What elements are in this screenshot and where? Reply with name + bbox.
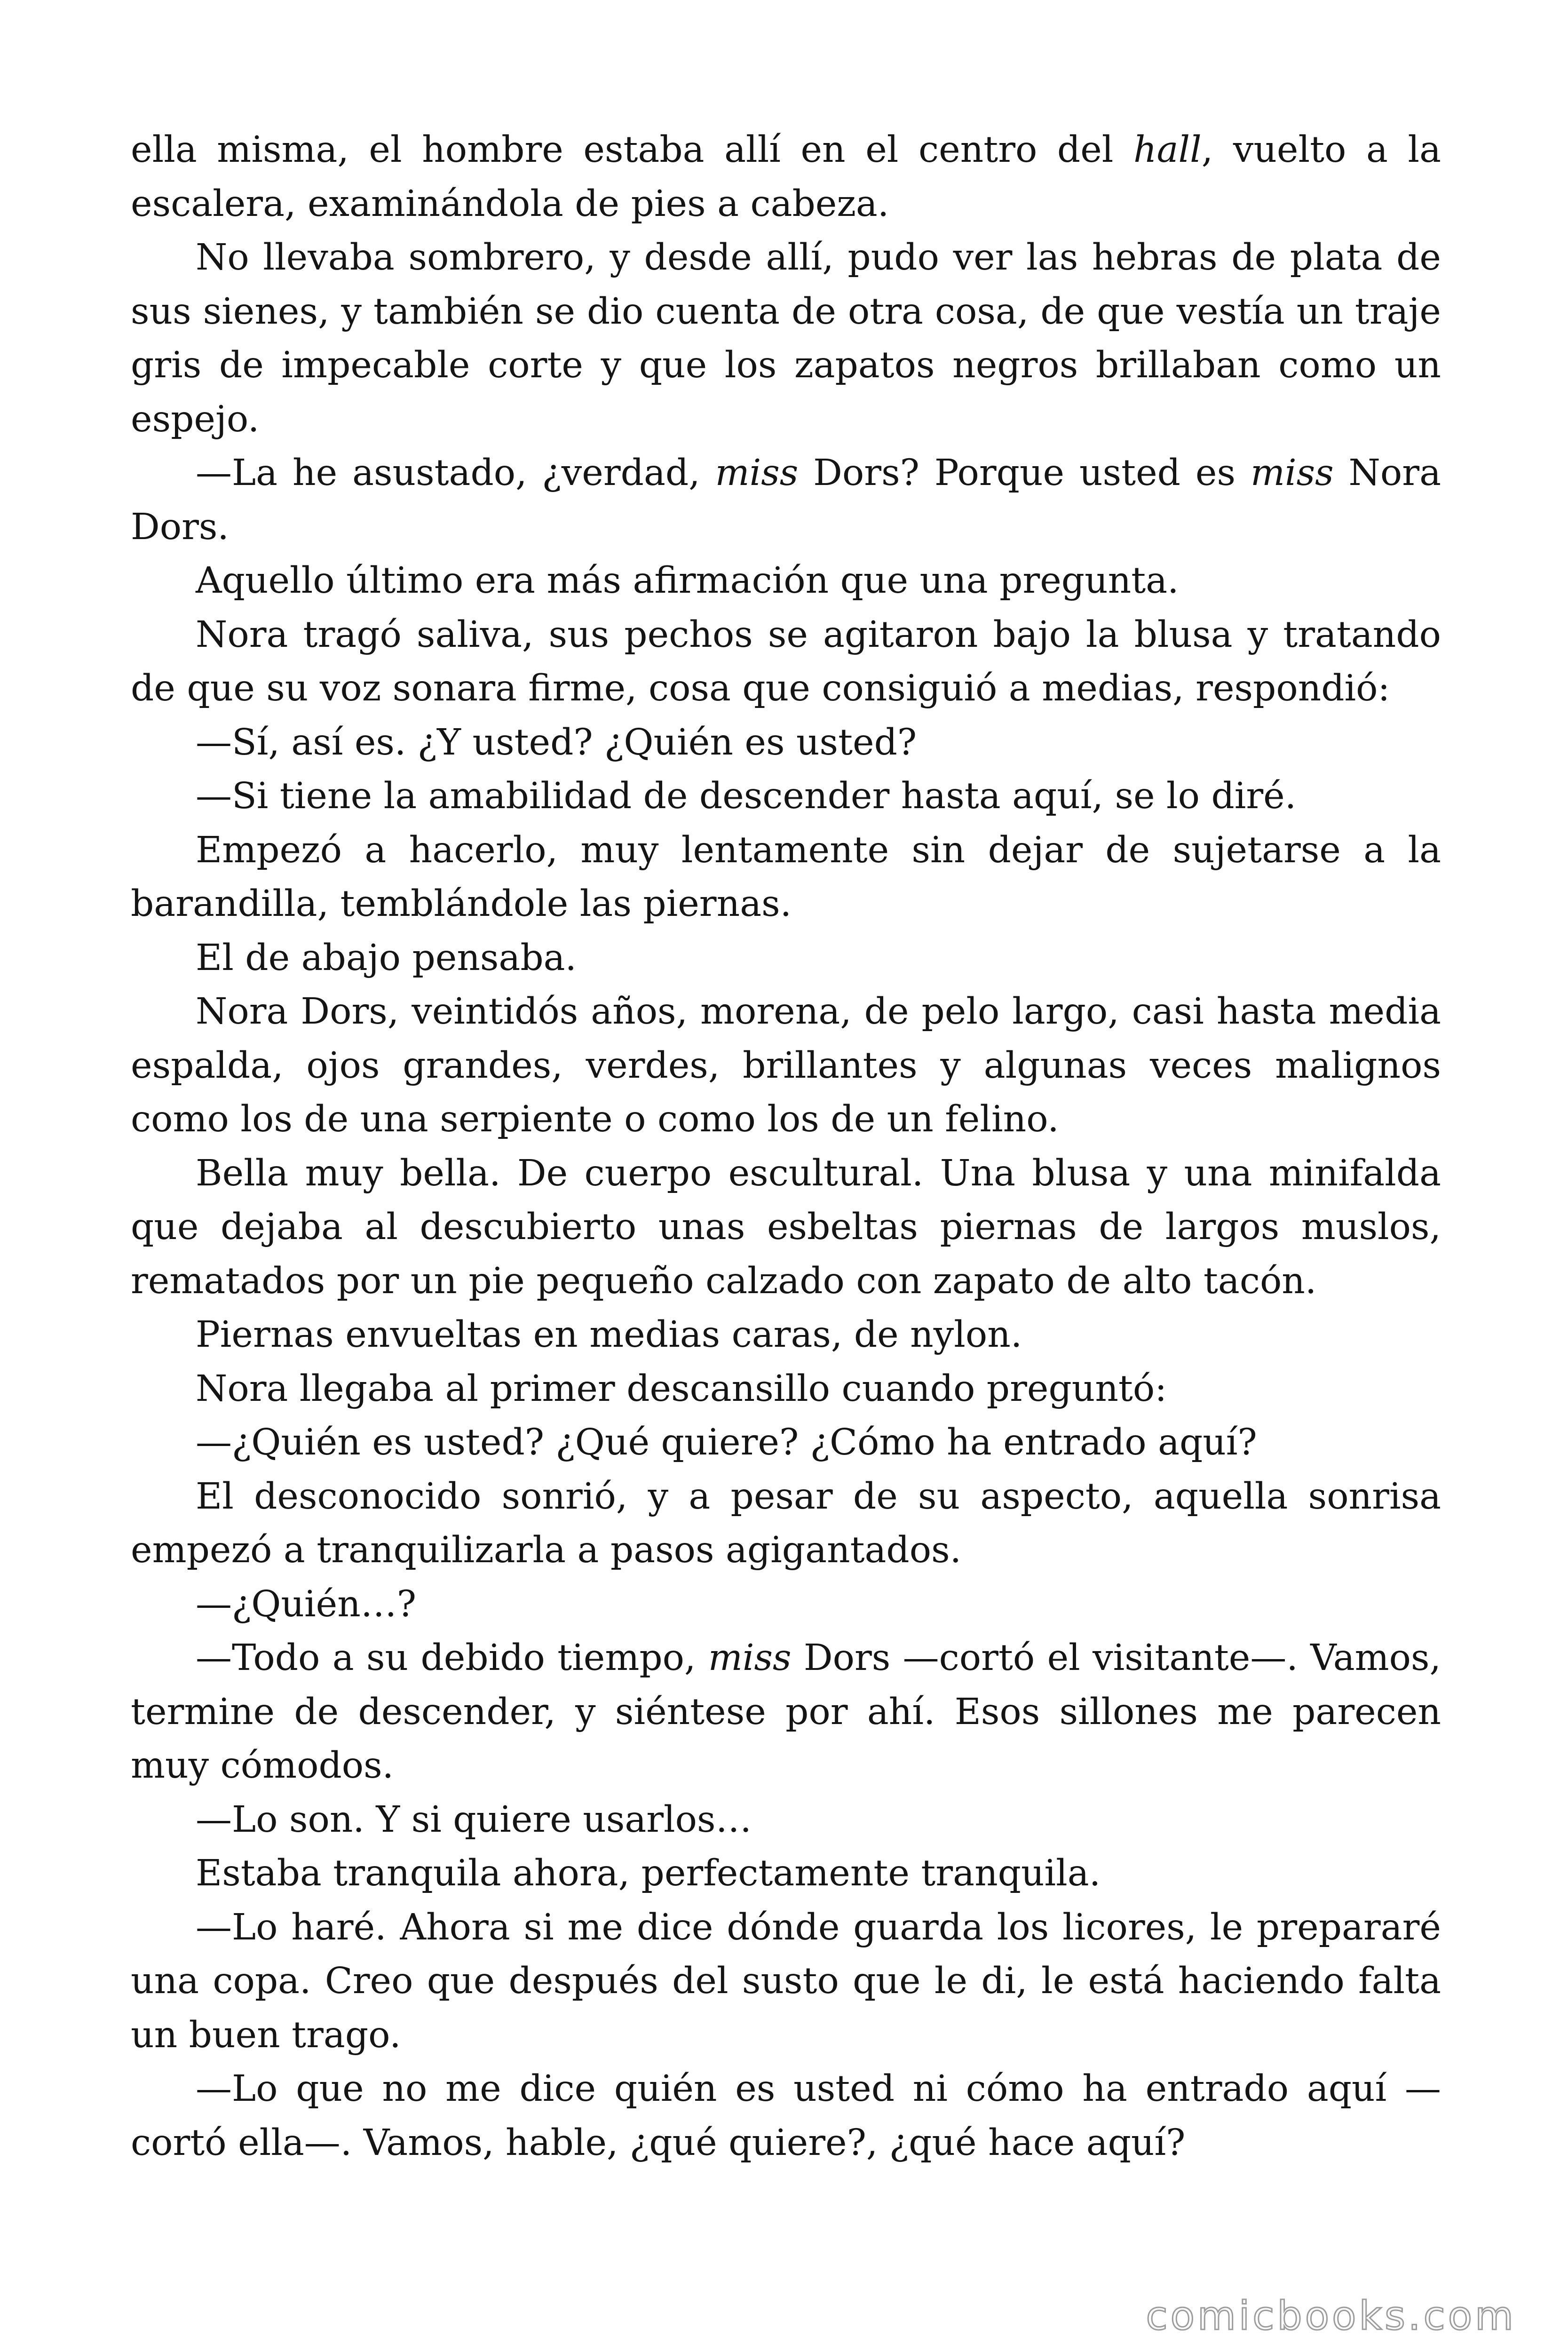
text-run: Piernas envueltas en medias caras, de nylon. — [196, 1314, 1022, 1356]
text-run: Nora llegaba al primer descansillo cuando preguntó: — [196, 1367, 1167, 1410]
paragraph — [131, 931, 1441, 985]
text-run: —Lo que no me dice quién es usted ni cómo ha entrado aquí —cortó ella—. Vamos, hable, ¿qué quiere?, ¿qué hace aquí? — [131, 2068, 1441, 2164]
text-run: El desconocido sonrió, y a pesar de su aspecto, aquella sonrisa empezó a tranquilizarla a pasos agigantados. — [131, 1475, 1441, 1571]
paragraph — [131, 1901, 1441, 2063]
paragraph — [131, 231, 1441, 446]
text-run: —Si tiene la amabilidad de descender hasta aquí, se lo diré. — [196, 775, 1297, 817]
text-run: —Lo haré. Ahora si me dice dónde guarda los licores, le prepararé una copa. Creo que después del susto que le di, le está haciendo falta un buen trago. — [131, 1906, 1441, 2056]
text-run: , vuelto a la escalera, examinándola de pies a cabeza. — [131, 129, 1441, 225]
text-run: Nora tragó saliva, sus pechos se agitaron bajo la blusa y tratando de que su voz sonara firme, cosa que consiguió a medias, respondió: — [131, 613, 1441, 709]
text-run: —Todo a su debido tiempo, — [196, 1637, 708, 1679]
paragraph — [131, 1847, 1441, 1901]
text-run: Bella muy bella. De cuerpo escultural. Una blusa y una minifalda que dejaba al descubierto unas esbeltas piernas de largos muslos, rematados por un pie pequeño calzado con zapato de alto tacón. — [131, 1152, 1441, 1302]
paragraph — [131, 716, 1441, 770]
paragraph — [131, 554, 1441, 608]
text-run: Estaba tranquila ahora, perfectamente tranquila. — [196, 1852, 1101, 1894]
text-run: Dors? Porque usted es — [798, 452, 1251, 494]
text-run: ella misma, el hombre estaba allí en el centro del — [131, 129, 1133, 171]
paragraph — [131, 1793, 1441, 1847]
text-run: Dors —cortó el visitante—. Vamos, termine de descender, y siéntese por ahí. Esos sillones me parecen muy cómodos. — [131, 1637, 1441, 1787]
text-run: El de abajo pensaba. — [196, 937, 577, 979]
watermark: comicbooks.com — [1146, 2293, 1516, 2339]
paragraph — [131, 1470, 1441, 1578]
paragraph — [131, 123, 1441, 231]
paragraph — [131, 1631, 1441, 1793]
paragraph — [131, 770, 1441, 824]
paragraph — [131, 985, 1441, 1147]
italic-run: miss — [1250, 452, 1334, 494]
paragraph — [131, 1147, 1441, 1309]
paragraph — [131, 1578, 1441, 1632]
paragraph — [131, 1308, 1441, 1362]
paragraph — [131, 608, 1441, 716]
body-text — [131, 123, 1441, 2170]
text-run: —La he asustado, ¿verdad, — [196, 452, 715, 494]
text-run: —¿Quién es usted? ¿Qué quiere? ¿Cómo ha entrado aquí? — [196, 1422, 1257, 1463]
text-run: —Lo son. Y si quiere usarlos… — [196, 1798, 752, 1841]
paragraph — [131, 446, 1441, 554]
text-run: —Sí, así es. ¿Y usted? ¿Quién es usted? — [196, 721, 917, 763]
text-run: Aquello último era más afirmación que una pregunta. — [196, 560, 1179, 602]
text-run: Nora Dors, veintidós años, morena, de pelo largo, casi hasta media espalda, ojos grandes, verdes, brillantes y algunas veces malignos como los de una serpiente o como los de un felino. — [131, 991, 1441, 1140]
italic-run: hall — [1133, 129, 1202, 171]
text-run: Empezó a hacerlo, muy lentamente sin dejar de sujetarse a la barandilla, temblándole las piernas. — [131, 829, 1441, 925]
text-run: Nora Dors. — [131, 452, 1441, 548]
text-run: No llevaba sombrero, y desde allí, pudo ver las hebras de plata de sus sienes, y también se dio cuenta de otra cosa, de que vestía un traje gris de impecable corte y que los zapatos negros brillaban como un espejo. — [131, 237, 1441, 440]
text-run: —¿Quién…? — [196, 1583, 417, 1625]
paragraph — [131, 2062, 1441, 2170]
italic-run: miss — [708, 1637, 792, 1679]
italic-run: miss — [715, 452, 799, 494]
paragraph — [131, 824, 1441, 931]
paragraph — [131, 1362, 1441, 1416]
paragraph — [131, 1416, 1441, 1470]
